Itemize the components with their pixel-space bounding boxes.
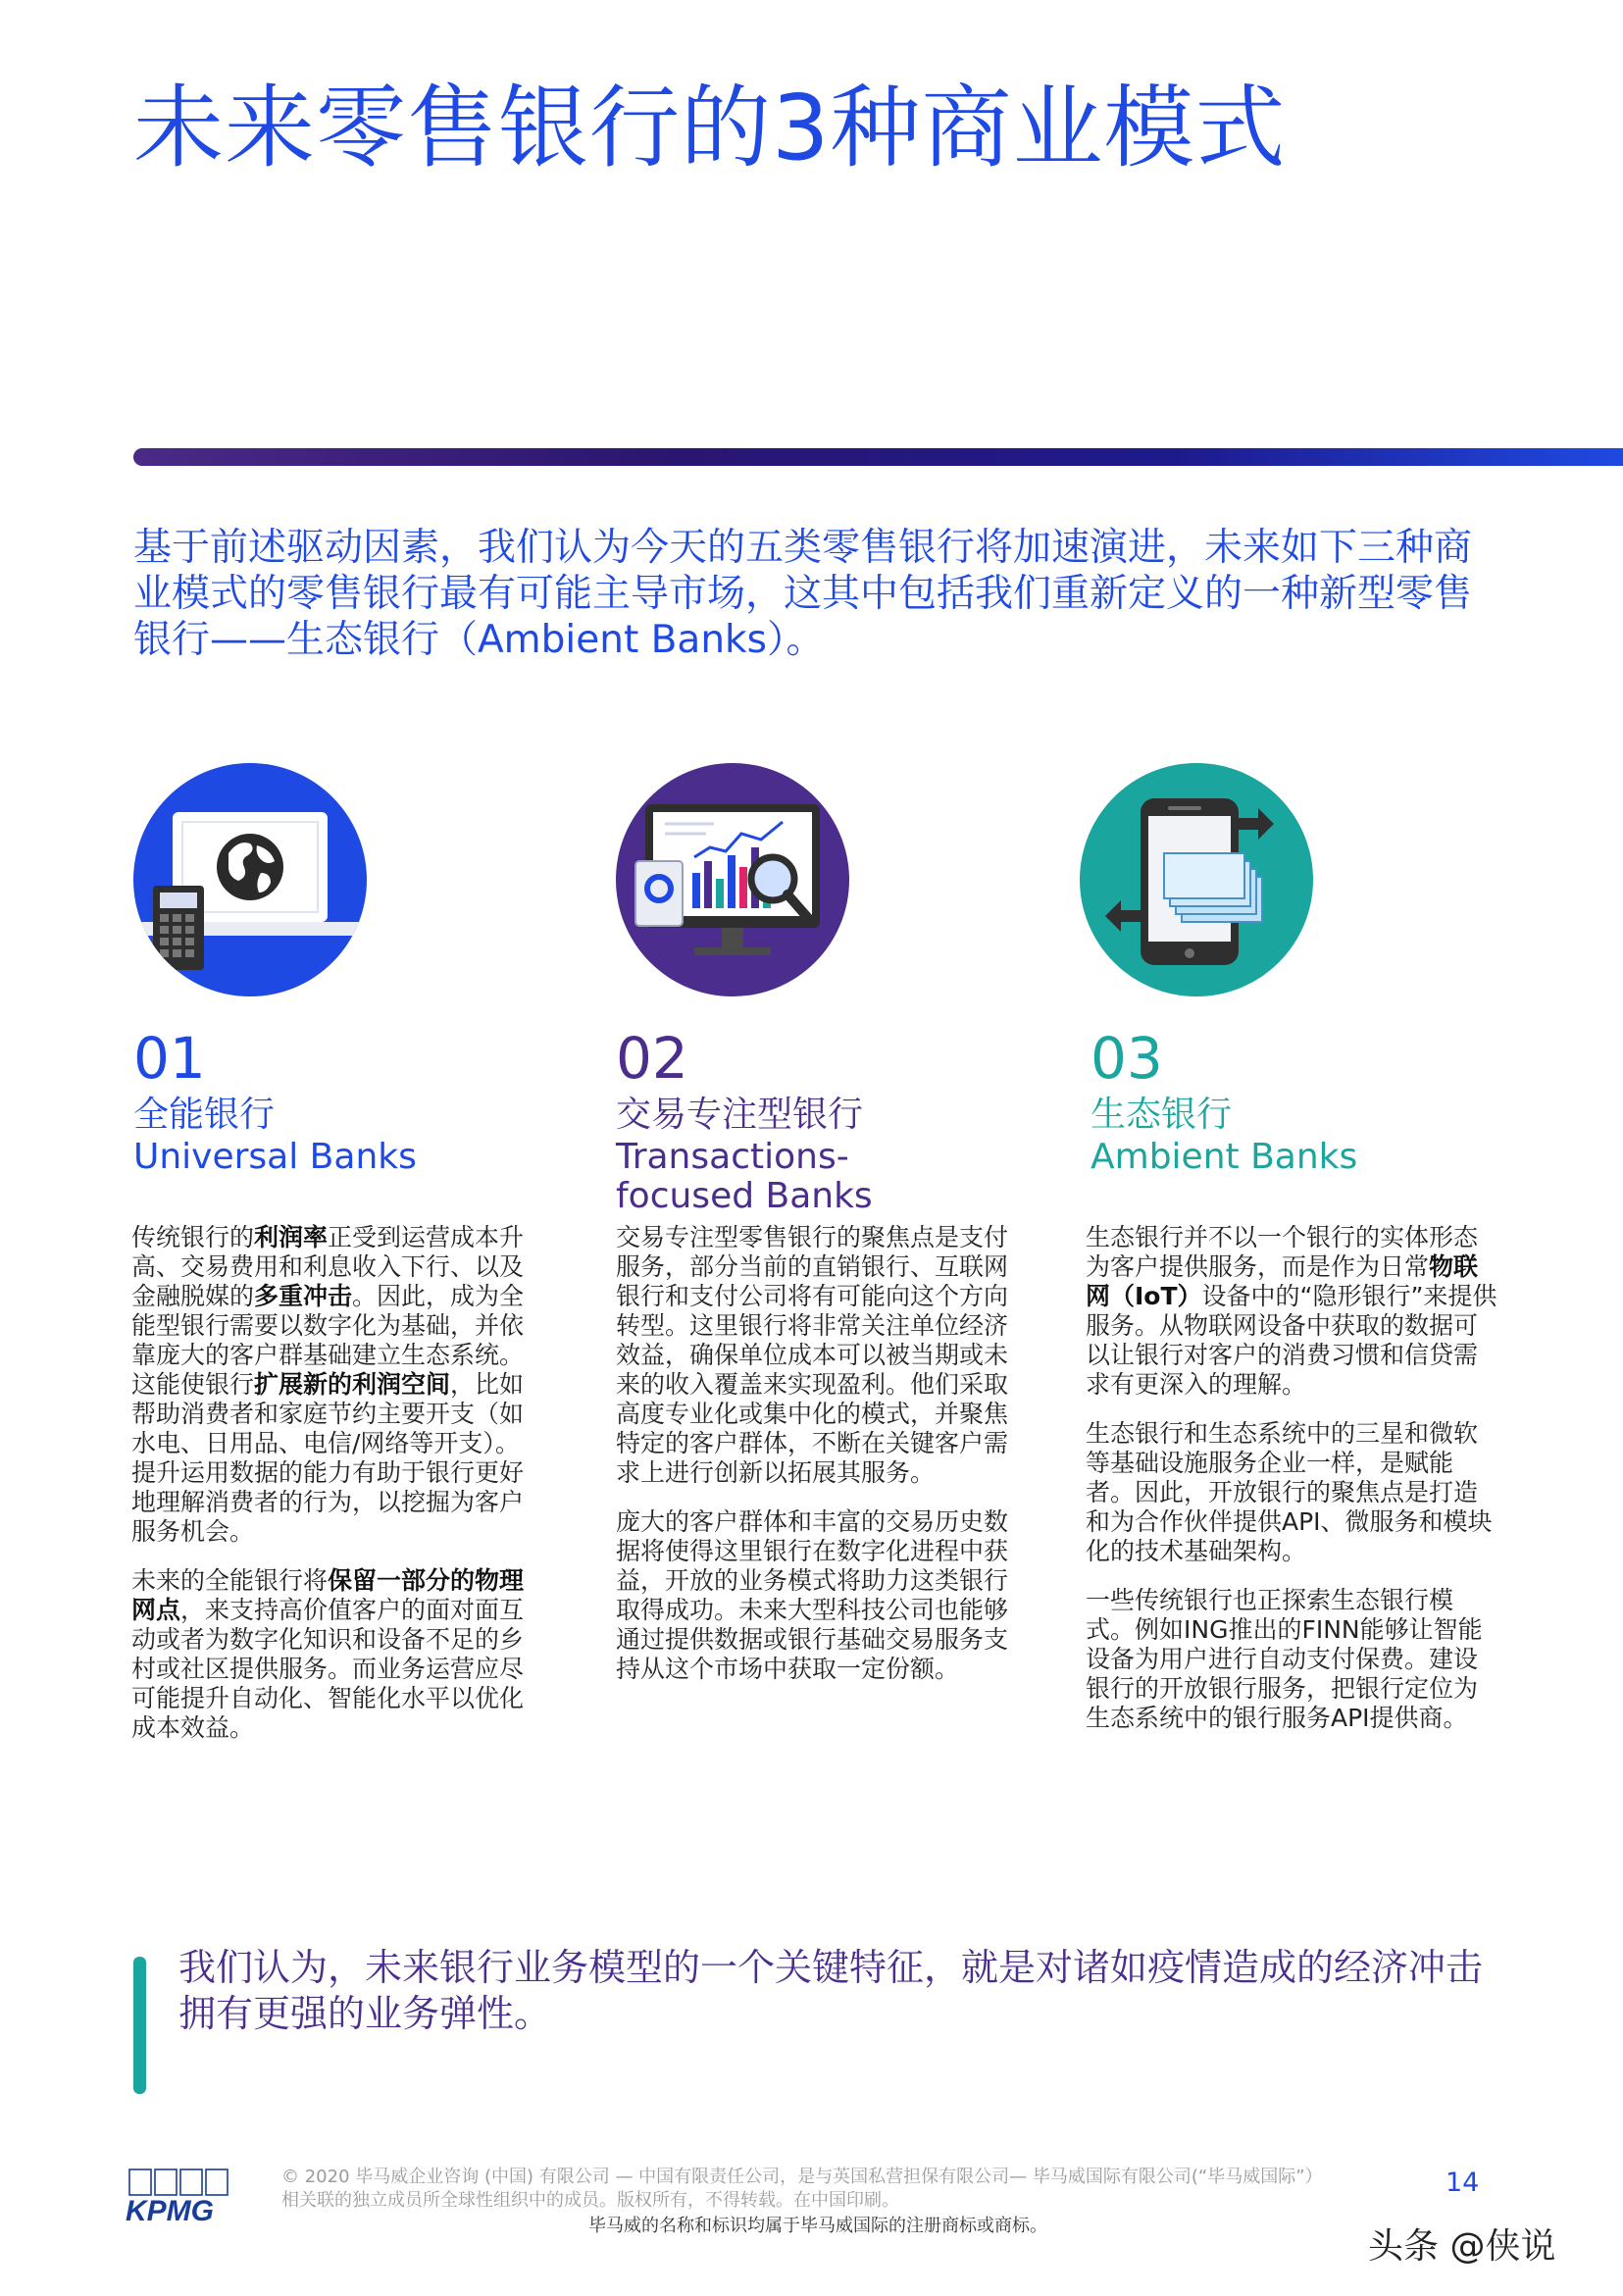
source-watermark: 头条 @侠说 [1368, 2226, 1556, 2267]
column-body-ambient [1086, 1223, 1497, 1753]
column-body-transactions [616, 1223, 1028, 1704]
column-universal-banks [133, 1025, 565, 1177]
laptop-globe-calculator-icon [133, 763, 367, 996]
body-text: 交易专注型零售银行的聚焦点是支付服务，部分当前的直销银行、互联网银行和支付公司将有可能向这个方向转型。这里银行将非常关注单位经济效益，确保单位成本可以被当期或未来的收入覆盖来实现盈利。他们采取高度专业化或集中化的模式，并聚焦特定的客户群体，不断在关键客户需求上进行创新以拓展其服务。 [616, 1223, 1009, 1487]
column-number: 01 [133, 1025, 206, 1092]
smartphone-transfer-icon [1080, 763, 1313, 996]
page-number: 14 [1445, 2168, 1480, 2198]
emphasis-text: 利润率 [254, 1223, 329, 1251]
body-text: 一些传统银行也正探索生态银行模式。例如ING推出的FINN能够让智能设备为用户进行自动支付保费。建设银行的开放银行服务，把银行定位为生态系统中的银行服务API提供商。 [1086, 1586, 1483, 1732]
column-ambient-banks [1090, 1025, 1522, 1177]
kpmg-logo-text: KPMG [126, 2195, 214, 2227]
body-paragraph [1086, 1419, 1497, 1566]
column-title-cn: 生态银行 [1090, 1095, 1233, 1135]
body-text: 正受到运营成本升高、交易费用和利息收入下行、以及金融脱媒的 [131, 1223, 525, 1310]
body-paragraph [616, 1223, 1028, 1488]
key-quote: 我们认为，未来银行业务模型的一个关键特征，就是对诸如疫情造成的经济冲击拥有更强的业务弹性。 [178, 1946, 1484, 2035]
intro-paragraph: 基于前述驱动因素，我们认为今天的五类零售银行将加速演进，未来如下三种商业模式的零售银行最有可能主导市场，这其中包括我们重新定义的一种新型零售银行——生态银行（Ambient Banks）。 [133, 526, 1473, 662]
column-title-en: Universal Banks [133, 1137, 417, 1177]
body-text: ，比如帮助消费者和家庭节约主要开支（如水电、日用品、电信/网络等开支）。提升运用数据的能力有助于银行更好地理解消费者的行为，以挖掘为客户服务机会。 [131, 1370, 525, 1546]
kpmg-logo [126, 2164, 233, 2232]
body-text: 庞大的客户群体和丰富的交易历史数据将使得这里银行在数字化进程中获益，开放的业务模式将助力这类银行取得成功。未来大型科技公司也能够通过提供数据或银行基础交易服务支持从这个市场中获取一定份额。 [616, 1507, 1009, 1683]
quote-accent-bar [133, 1957, 146, 2094]
title-divider [133, 448, 1623, 466]
column-title-cn: 全能银行 [133, 1095, 276, 1135]
body-paragraph [1086, 1586, 1497, 1733]
body-text: 未来的全能银行将 [131, 1566, 329, 1595]
emphasis-text: 多重冲击 [254, 1282, 353, 1310]
column-title-en: Ambient Banks [1090, 1137, 1358, 1177]
copyright-line: © 2020 毕马威企业咨询 (中国) 有限公司 — 中国有限责任公司，是与英国私营担保有限公司— 毕马威国际有限公司(“毕马威国际”） [281, 2167, 1323, 2187]
emphasis-text: 物联网（IoT） [1086, 1252, 1479, 1310]
body-paragraph [616, 1507, 1028, 1684]
column-title-cn: 交易专注型银行 [616, 1095, 864, 1135]
copyright-notice [281, 2166, 1399, 2213]
column-transactions-banks [616, 1025, 1047, 1216]
body-text: ，来支持高价值客户的面对面互动或者为数字化知识和设备不足的乡村或社区提供服务。而业务运营应尽可能提升自动化、智能化水平以优化成本效益。 [131, 1596, 525, 1742]
body-text: 。因此，成为全能型银行需要以数字化为基础，并依靠庞大的客户群基础建立生态系统。这能使银行 [131, 1282, 525, 1399]
body-text: 设备中的“隐形银行”来提供服务。从物联网设备中获取的数据可以让银行对客户的消费习惯和信贷需求有更深入的理解。 [1086, 1282, 1497, 1399]
body-text: 传统银行的 [131, 1223, 255, 1251]
column-number: 03 [1090, 1025, 1163, 1092]
copyright-line: 相关联的独立成员所全球性组织中的成员。版权所有，不得转载。在中国印刷。 [281, 2190, 899, 2211]
monitor-analytics-icon [616, 763, 849, 996]
emphasis-text: 保留一部分的物理网点 [131, 1566, 525, 1624]
trademark-notice: 毕马威的名称和标识均属于毕马威国际的注册商标或商标。 [588, 2216, 1047, 2236]
emphasis-text: 扩展新的利润空间 [254, 1370, 451, 1399]
column-title-en: Transactions-focused Banks [616, 1137, 873, 1216]
column-body-universal [131, 1223, 543, 1762]
body-text: 生态银行并不以一个银行的实体形态为客户提供服务，而是作为日常 [1086, 1223, 1479, 1281]
page-title: 未来零售银行的3种商业模式 [133, 76, 1287, 180]
body-paragraph [131, 1223, 543, 1547]
column-number: 02 [616, 1025, 688, 1092]
body-paragraph [131, 1566, 543, 1743]
body-text: 生态银行和生态系统中的三星和微软等基础设施服务企业一样，是赋能者。因此，开放银行的聚焦点是打造和为合作伙伴提供API、微服务和模块化的技术基础架构。 [1086, 1419, 1493, 1565]
body-paragraph [1086, 1223, 1497, 1400]
